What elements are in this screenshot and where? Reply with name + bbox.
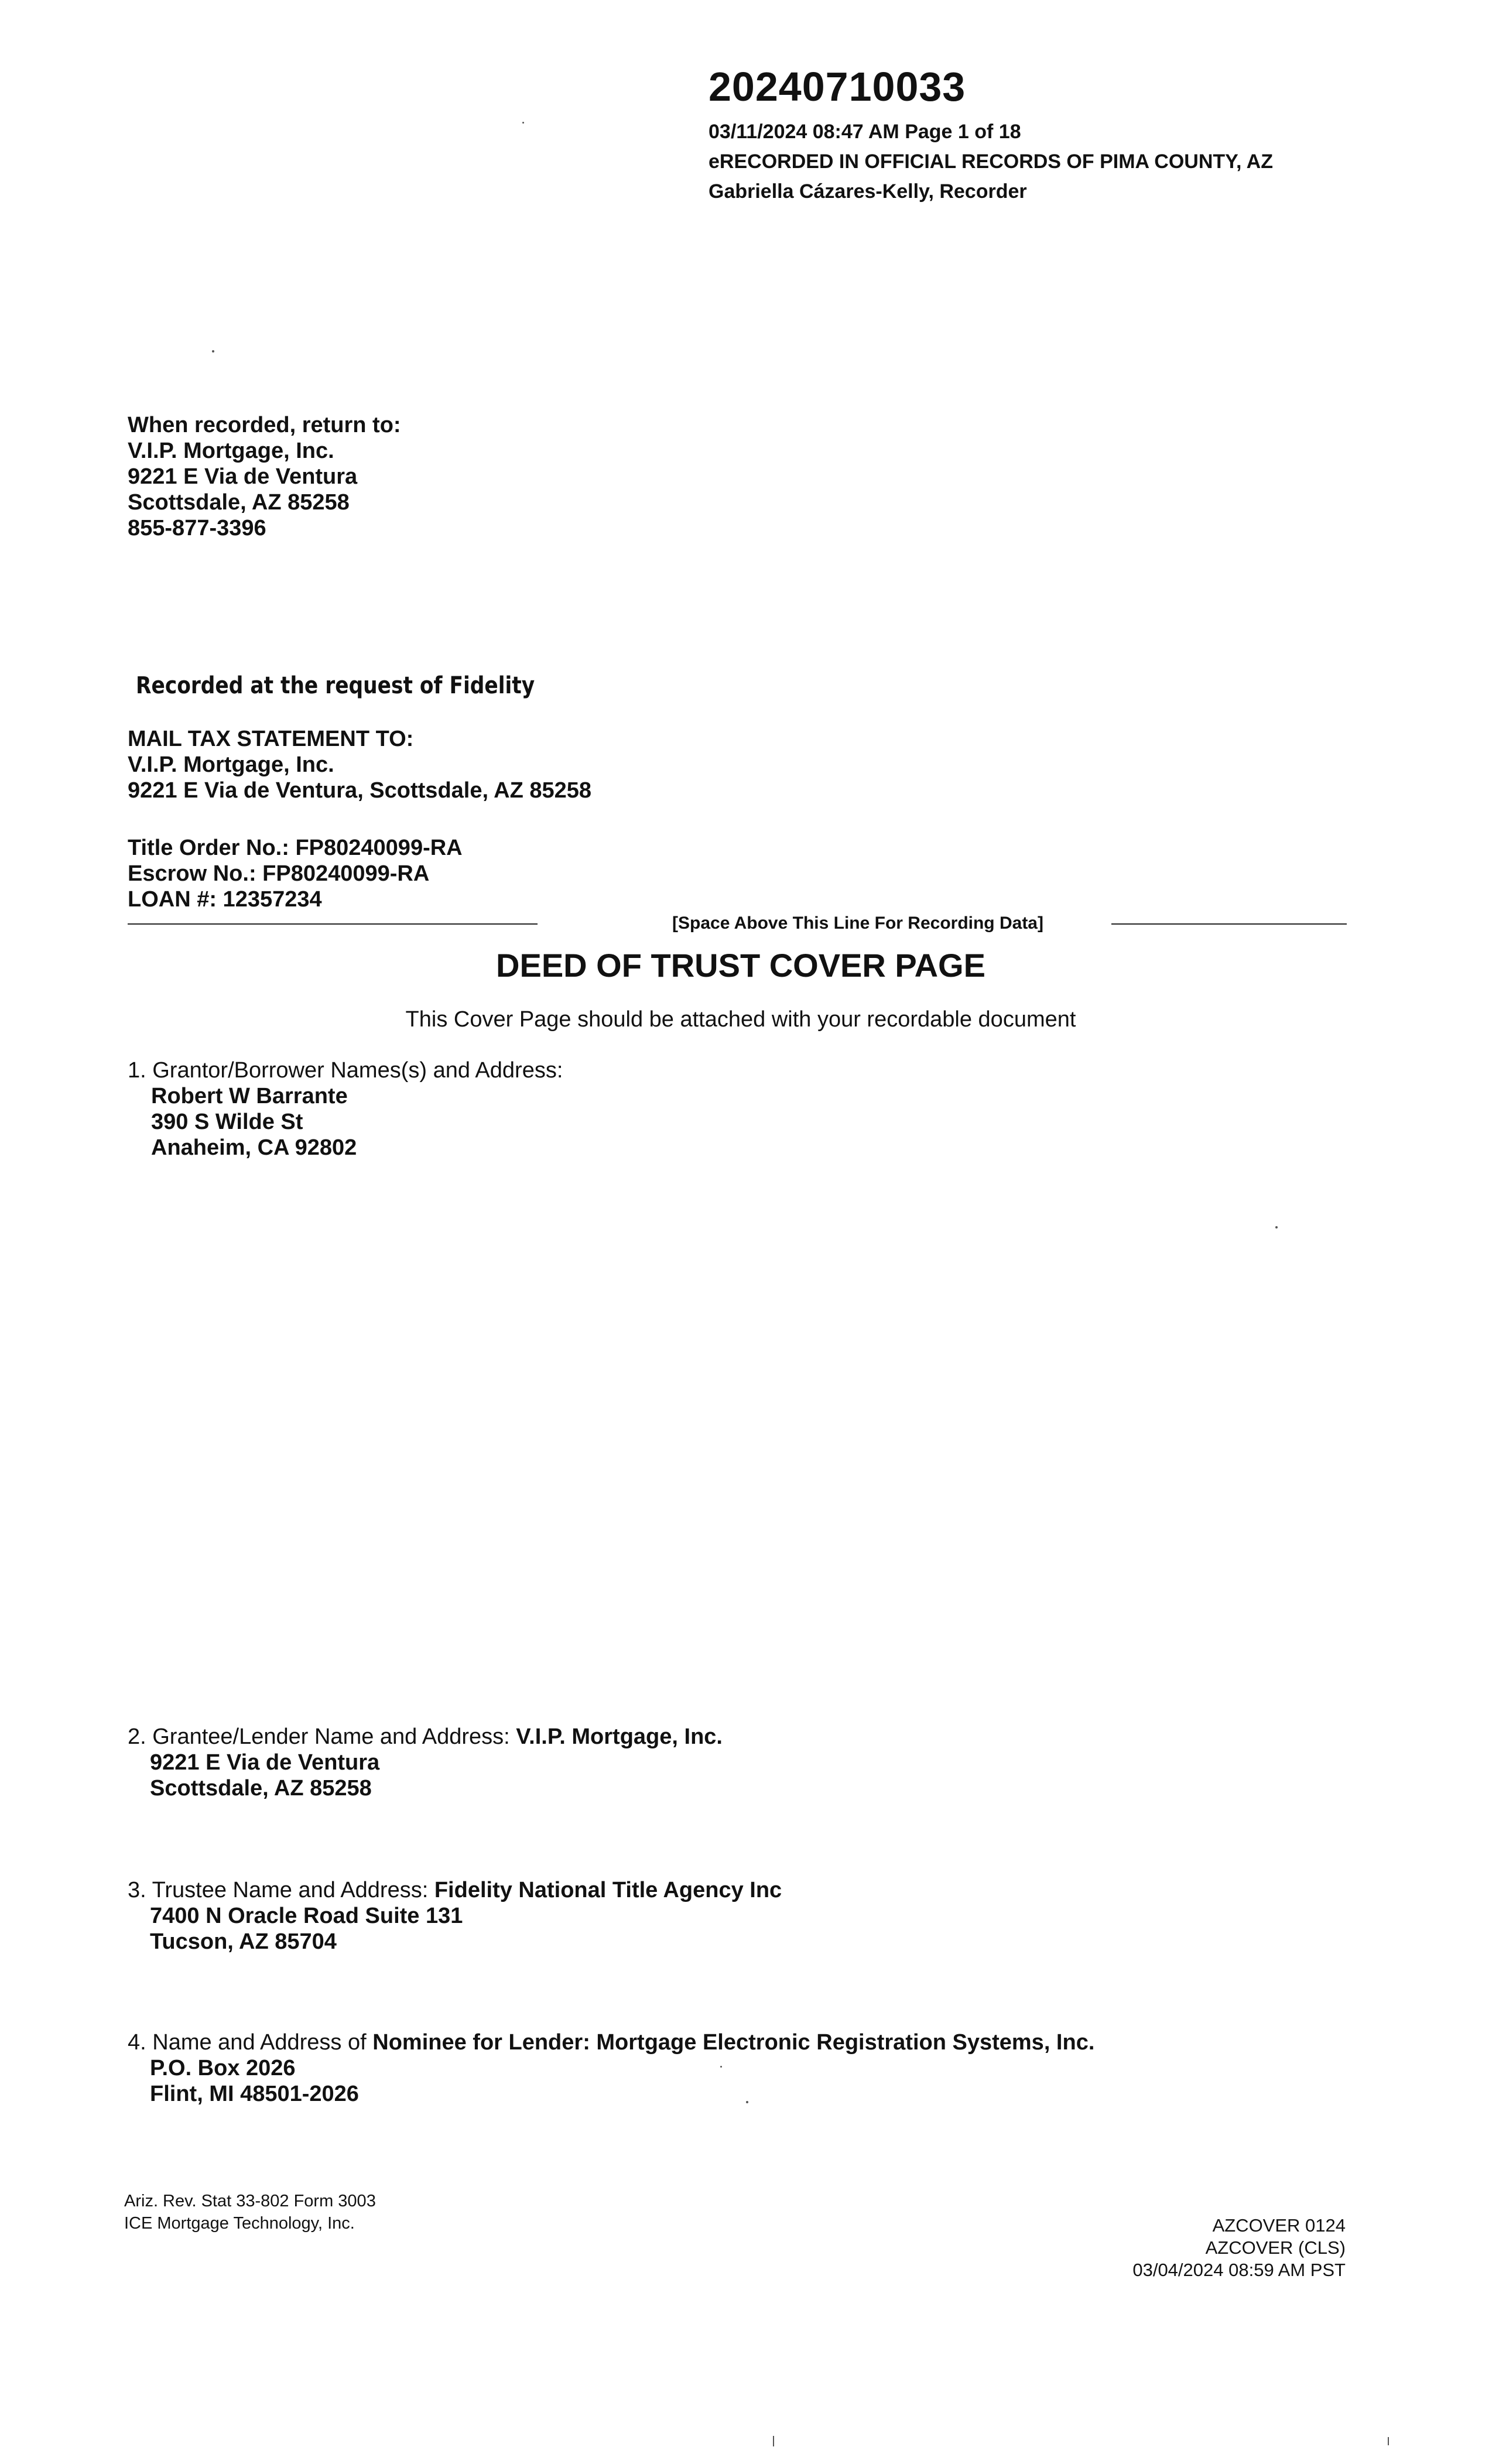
scan-speck xyxy=(746,2101,748,2103)
loan-number: LOAN #: 12357234 xyxy=(128,887,322,912)
return-to-block xyxy=(128,412,401,541)
footer-publisher: ICE Mortgage Technology, Inc. xyxy=(124,2214,355,2233)
footer-form-info xyxy=(124,2190,376,2234)
footer-statute: Ariz. Rev. Stat 33-802 Form 3003 xyxy=(124,2192,376,2210)
scan-speck xyxy=(720,2066,722,2068)
return-to-phone: 855-877-3396 xyxy=(128,516,266,540)
footer-code: AZCOVER 0124 xyxy=(1212,2215,1346,2236)
return-to-street: 9221 E Via de Ventura xyxy=(128,464,358,489)
recording-number: 20240710033 xyxy=(709,64,966,109)
divider-rule-right xyxy=(1111,923,1347,925)
nominee-label: 4. Name and Address of xyxy=(128,2030,373,2055)
nominee-street: P.O. Box 2026 xyxy=(150,2056,296,2080)
grantee-street: 9221 E Via de Ventura xyxy=(150,1750,380,1775)
recording-office: eRECORDED IN OFFICIAL RECORDS OF PIMA COUNTY, AZ xyxy=(709,150,1274,173)
recording-header xyxy=(709,117,1273,207)
grantee-city: Scottsdale, AZ 85258 xyxy=(150,1776,372,1801)
recording-data-divider xyxy=(128,913,1347,933)
escrow-number: Escrow No.: FP80240099-RA xyxy=(128,861,430,886)
trustee-name: Fidelity National Title Agency Inc xyxy=(434,1878,782,1902)
mail-tax-heading: MAIL TAX STATEMENT TO: xyxy=(128,727,414,751)
trustee-city: Tucson, AZ 85704 xyxy=(150,1929,337,1954)
footer-form-code xyxy=(1132,2215,1346,2281)
recorded-request-stamp: Recorded at the request of Fidelity xyxy=(136,672,535,699)
return-to-name: V.I.P. Mortgage, Inc. xyxy=(128,439,334,463)
recording-datetime-page: 03/11/2024 08:47 AM Page 1 of 18 xyxy=(709,121,1021,143)
scan-speck xyxy=(1275,1226,1278,1228)
grantor-label: 1. Grantor/Borrower Names(s) and Address: xyxy=(128,1058,563,1083)
divider-caption: [Space Above This Line For Recording Data] xyxy=(672,913,1043,933)
nominee-city: Flint, MI 48501-2026 xyxy=(150,2082,359,2106)
recorder-name: Gabriella Cázares-Kelly, Recorder xyxy=(709,180,1027,203)
order-numbers-block xyxy=(128,835,463,912)
trustee-street: 7400 N Oracle Road Suite 131 xyxy=(150,1904,463,1928)
grantor-name: Robert W Barrante xyxy=(151,1084,348,1108)
grantee-section xyxy=(128,1724,723,1801)
return-to-city: Scottsdale, AZ 85258 xyxy=(128,490,350,515)
grantor-city: Anaheim, CA 92802 xyxy=(151,1135,357,1160)
page-subtitle: This Cover Page should be attached with your recordable document xyxy=(405,1007,1076,1032)
page-title: DEED OF TRUST COVER PAGE xyxy=(496,947,985,984)
grantee-label: 2. Grantee/Lender Name and Address: xyxy=(128,1724,516,1749)
trustee-section xyxy=(128,1877,782,1955)
footer-code-cls: AZCOVER (CLS) xyxy=(1205,2237,1346,2258)
mail-tax-address: 9221 E Via de Ventura, Scottsdale, AZ 85258 xyxy=(128,778,592,803)
return-to-heading: When recorded, return to: xyxy=(128,413,401,437)
nominee-name: Nominee for Lender: Mortgage Electronic Registration Systems, Inc. xyxy=(372,2030,1095,2055)
scan-speck xyxy=(1388,2437,1389,2445)
nominee-section xyxy=(128,2030,1094,2107)
mail-tax-block xyxy=(128,726,591,803)
grantee-name: V.I.P. Mortgage, Inc. xyxy=(516,1724,723,1749)
footer-timestamp: 03/04/2024 08:59 AM PST xyxy=(1132,2260,1346,2280)
scan-speck xyxy=(522,122,524,124)
divider-rule-left xyxy=(128,923,538,925)
grantor-street: 390 S Wilde St xyxy=(151,1110,303,1134)
title-order-number: Title Order No.: FP80240099-RA xyxy=(128,836,463,860)
trustee-label: 3. Trustee Name and Address: xyxy=(128,1878,434,1902)
grantor-section xyxy=(128,1058,563,1161)
scan-speck xyxy=(212,350,214,353)
scan-speck xyxy=(773,2436,774,2446)
mail-tax-name: V.I.P. Mortgage, Inc. xyxy=(128,752,334,777)
